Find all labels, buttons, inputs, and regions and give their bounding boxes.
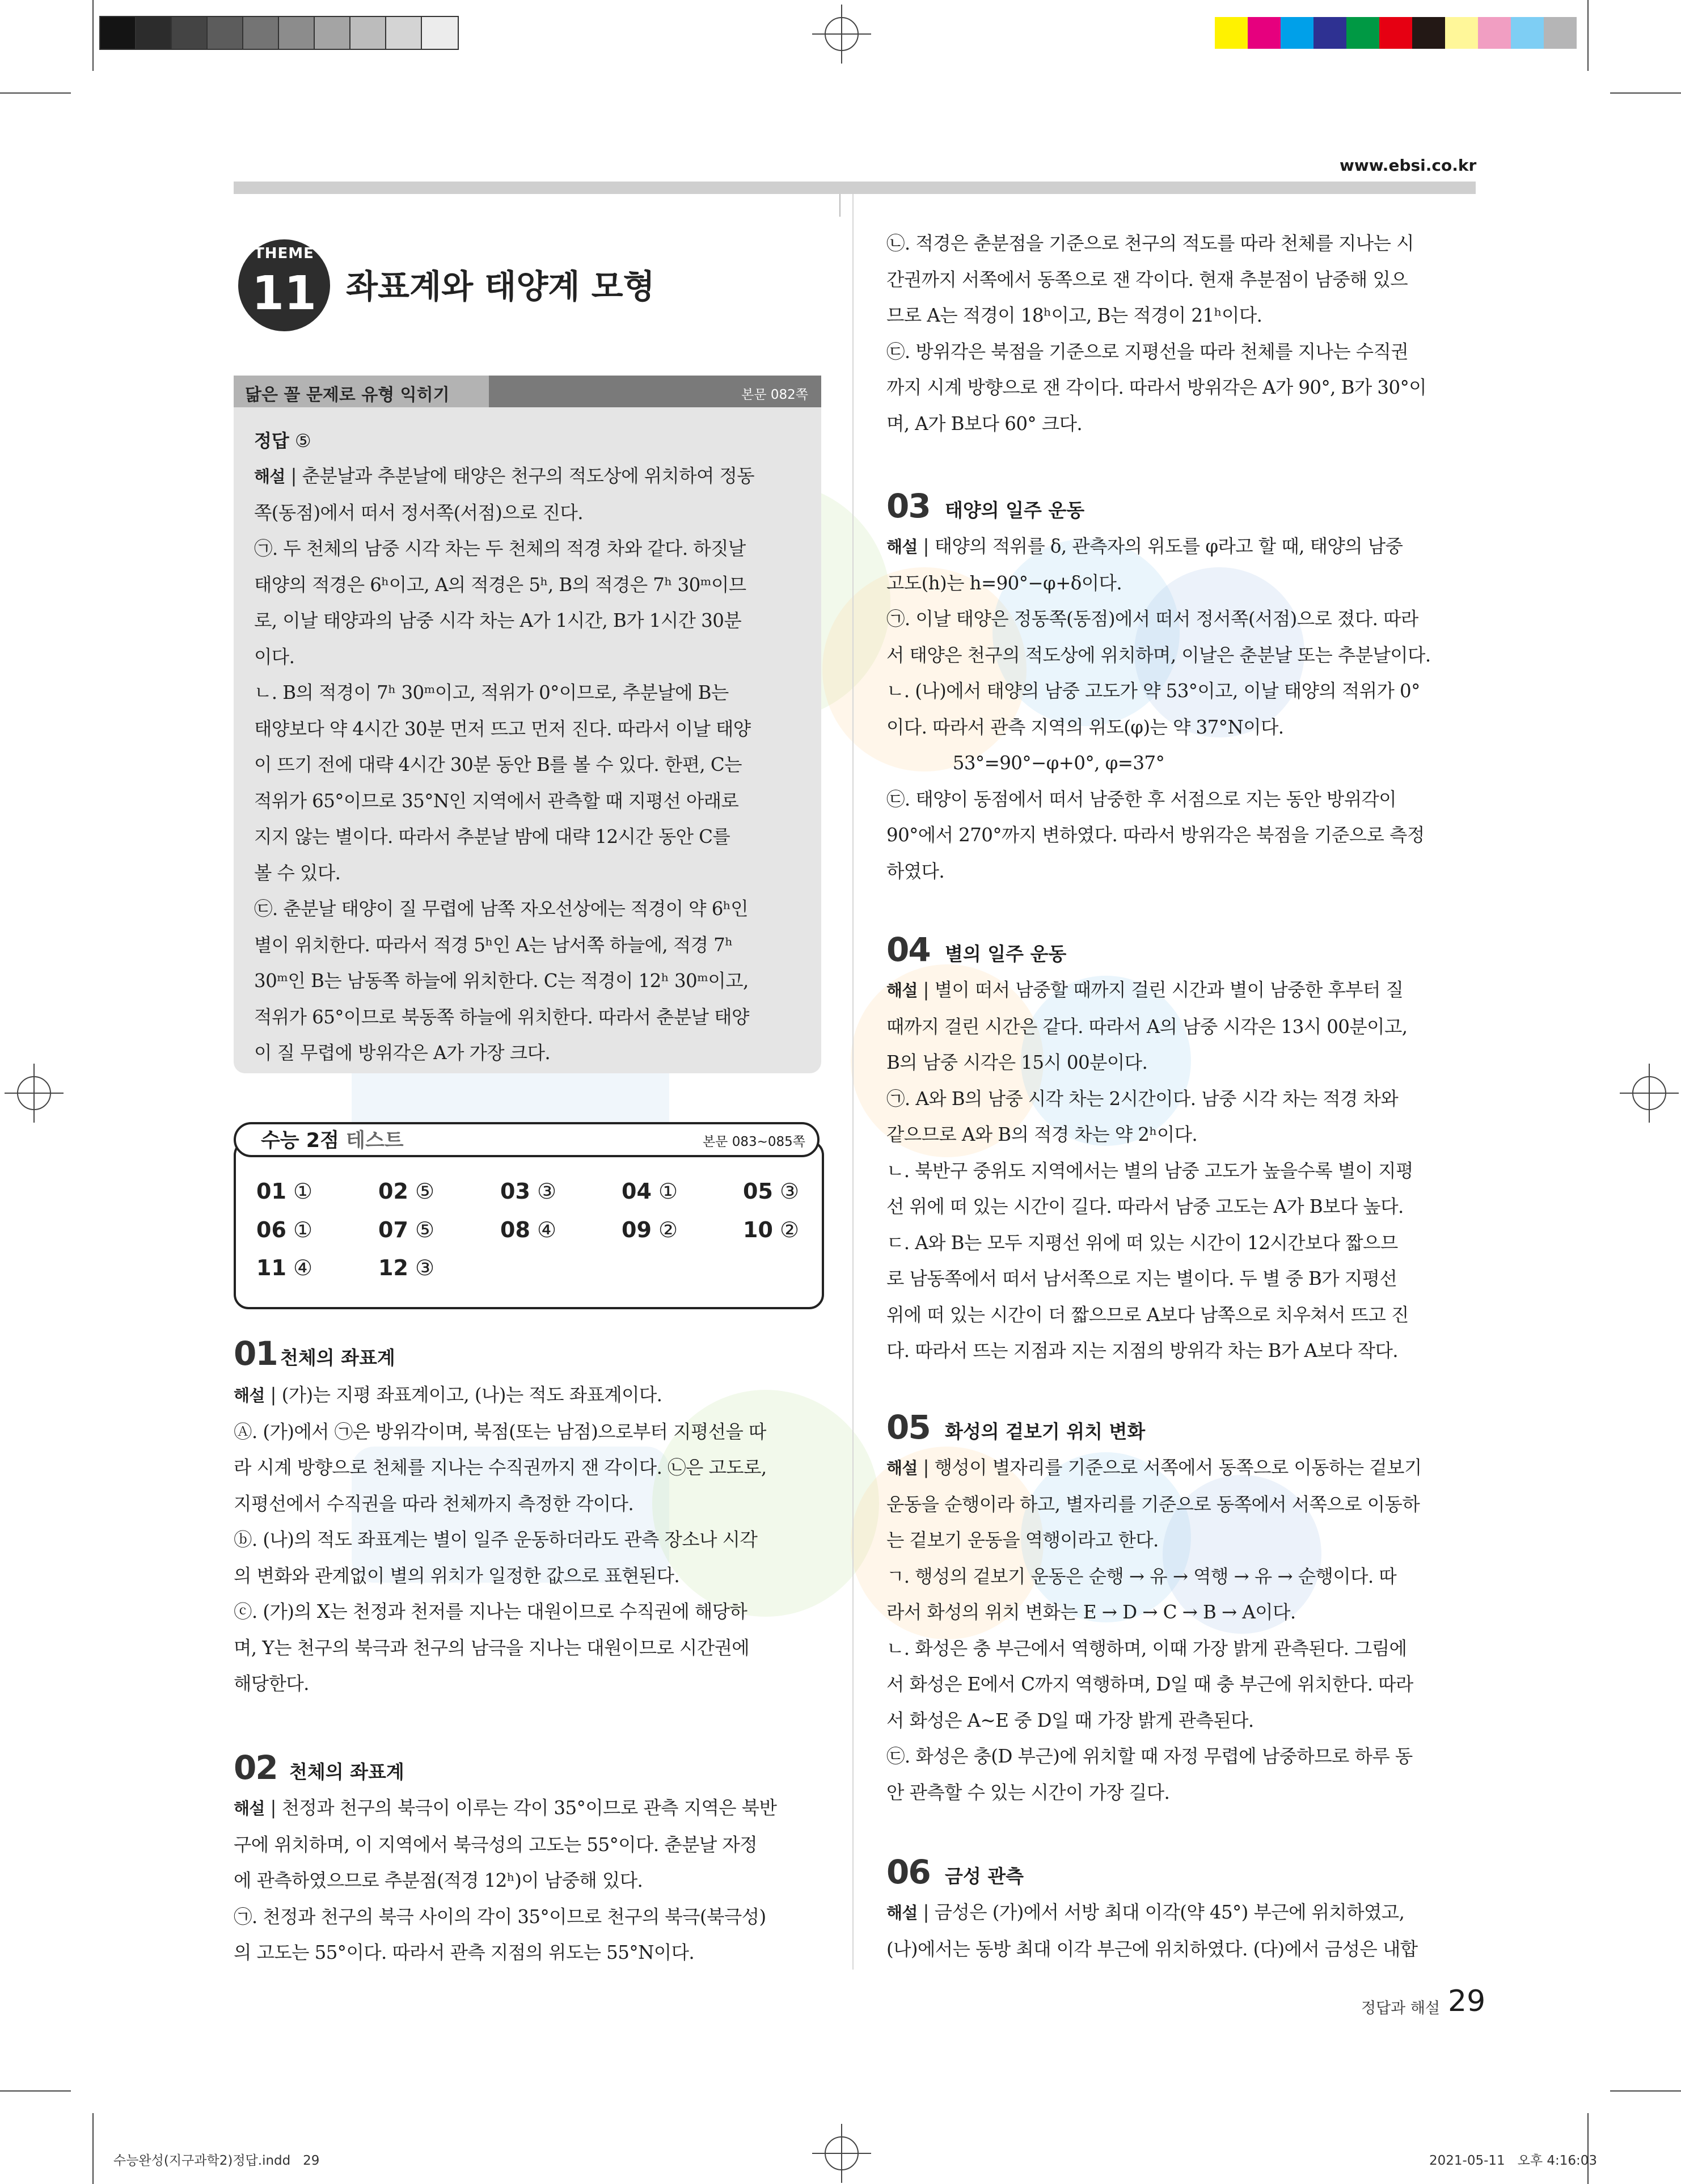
gray-swatch [422,17,458,49]
answer-item: 11 ④ [256,1255,313,1280]
registration-mark [825,17,859,51]
answer-value: ⑤ [295,430,311,452]
text-line: 는 겉보기 운동을 역행이라고 한다. [886,1529,1159,1551]
color-swatch [1281,17,1313,49]
text-line: 이 뜨기 전에 대략 4시간 30분 동안 B를 볼 수 있다. 한편, C는 [254,754,742,775]
section-number: 02 [234,1748,277,1787]
text-line: 30ᵐ인 B는 남동쪽 하늘에 위치한다. C는 적경이 12ʰ 30ᵐ이고, [254,970,749,992]
section-title: 별의 일주 운동 [945,943,1067,965]
gray-swatch [315,17,350,49]
header-divider [839,194,840,217]
text-line: 라 시계 방향으로 천체를 지나는 수직권까지 잰 각이다. ㉡은 고도로, [234,1457,767,1478]
text-line: ㉢. 화성은 충(D 부근)에 위치할 때 자정 무렵에 남중하므로 하루 동 [886,1745,1413,1767]
registration-mark [825,2136,859,2170]
text-line: ㄴ. B의 적경이 7ʰ 30ᵐ이고, 적위가 0°이므로, 추분날에 B는 [254,682,729,703]
color-swatch [1215,17,1248,49]
explanation-label: 해설 [254,467,285,486]
text-line: 지평선에서 수직권을 따라 천체까지 측정한 각이다. [234,1492,634,1515]
text-line: 고도(h)는 h=90°−φ+δ이다. [886,572,1122,594]
test-page-ref: 본문 083~085쪽 [702,1135,805,1149]
text-line: ⓑ. (나)의 적도 좌표계는 별이 일주 운동하더라도 관측 장소나 시각 [234,1529,758,1550]
section-05-text [886,1450,1422,1811]
text-line: ㄴ. 북반구 중위도 지역에서는 별의 남중 고도가 높을수록 별이 지평 [886,1160,1413,1182]
section-title: 화성의 겉보기 위치 변화 [945,1420,1146,1443]
text-line: 별이 위치한다. 따라서 적경 5ʰ인 A는 남서쪽 하늘에, 적경 7ʰ [254,934,733,956]
text-line: 태양보다 약 4시간 30분 먼저 뜨고 먼저 진다. 따라서 이날 태양 [254,718,751,740]
text-line: 해설 | (가)는 지평 좌표계이고, (나)는 적도 좌표계이다. [234,1384,662,1406]
answer-item: 05 ③ [743,1179,800,1204]
text-line: 위에 떠 있는 시간이 더 짧으므로 A보다 남쪽으로 치우쳐서 뜨고 진 [886,1304,1409,1326]
section-title: 태양의 일주 운동 [945,499,1085,521]
text-line: ㉠. 천정과 천구의 북극 사이의 각이 35°이므로 천구의 북극(북극성) [234,1905,766,1928]
answer-item: 12 ③ [378,1255,435,1280]
text-line: ㄱ. 행성의 겉보기 운동은 순행 → 유 → 역행 → 유 → 순행이다. 따 [886,1565,1397,1587]
explanation-label: 해설 [886,1458,918,1478]
color-swatch [1478,17,1511,49]
text-line: ㉢. 춘분날 태양이 질 무렵에 남쪽 자오선상에는 적경이 약 6ʰ인 [254,898,749,920]
text-line: 같으므로 A와 B의 적경 차는 약 2ʰ이다. [886,1124,1198,1145]
color-swatch [1511,17,1544,49]
crop-mark [1587,2113,1589,2184]
text-line: 90°에서 270°까지 변하였다. 따라서 방위각은 북점을 기준으로 측정 [886,824,1425,846]
answer-item: 04 ① [622,1179,678,1204]
text-line: ㉢. 태양이 동점에서 떠서 남중한 후 서점으로 지는 동안 방위각이 [886,788,1397,810]
section-number: 06 [886,1853,930,1891]
crop-mark [1587,0,1589,71]
similar-problem-explanation [254,458,754,1072]
answer-item: 08 ④ [500,1217,557,1242]
gray-swatch [208,17,243,49]
section-06-text [886,1895,1418,1967]
gray-swatch [279,17,315,49]
color-swatch [1445,17,1478,49]
section-01-text [234,1377,767,1702]
text-line: 의 변화와 관계없이 별의 위치가 일정한 값으로 표현된다. [234,1565,680,1587]
slug-timestamp: 2021-05-11 오후 4:16:03 [1429,2153,1598,2168]
color-swatch [1313,17,1346,49]
text-line: 로, 이날 태양과의 남중 시각 차는 A가 1시간, B가 1시간 30분 [254,610,742,631]
text-line: 쪽(동점)에서 떠서 정서쪽(서점)으로 진다. [254,501,583,524]
text-line: 해당한다. [234,1673,309,1694]
text-line: 구에 위치하며, 이 지역에서 북극성의 고도는 55°이다. 춘분날 자정 [234,1833,757,1856]
explanation-label: 해설 [886,1903,918,1922]
text-line: 적위가 65°이므로 북동쪽 하늘에 위치한다. 따라서 춘분날 태양 [254,1006,749,1028]
text-line: 해설 | 태양의 적위를 δ, 관측자의 위도를 φ라고 할 때, 태양의 남중 [886,536,1403,557]
gray-swatch [100,17,136,49]
text-line: 해설 | 행성이 별자리를 기준으로 서쪽에서 동쪽으로 이동하는 겉보기 [886,1457,1422,1478]
section-number: 01 [234,1334,277,1373]
section-02-continued-text [886,226,1426,442]
color-swatch [1412,17,1445,49]
text-line: ㉠. 두 천체의 남중 시각 차는 두 천체의 적경 차와 같다. 하짓날 [254,538,746,559]
text-line: ㉠. A와 B의 남중 시각 차는 2시간이다. 남중 시각 차는 적경 차와 [886,1087,1399,1110]
text-line: 라서 화성의 위치 변화는 E → D → C → B → A이다. [886,1601,1296,1623]
test-title-bold: 수능 2점 [261,1129,339,1152]
text-line: 이 질 무렵에 방위각은 A가 가장 크다. [254,1042,551,1064]
answer-item: 03 ③ [500,1179,557,1204]
text-line: 에 관측하였으므로 추분점(적경 12ʰ)이 남중해 있다. [234,1870,643,1891]
page-title: 좌표계와 태양계 모형 [346,267,655,306]
explanation-label: 해설 [886,537,918,556]
text-line: 지지 않는 별이다. 따라서 추분날 밤에 대략 12시간 동안 C를 [254,826,730,848]
text-line: 서 태양은 천구의 적도상에 위치하며, 이날은 춘분날 또는 추분날이다. [886,644,1431,666]
crop-mark [1610,92,1681,94]
similar-problem-page-ref: 본문 082쪽 [741,387,808,402]
crop-mark [0,2090,71,2092]
text-line: ㄷ. A와 B는 모두 지평선 위에 떠 있는 시간이 12시간보다 짧으므 [886,1232,1398,1254]
section-title: 천체의 좌표계 [289,1761,404,1783]
text-line: 로 남동쪽에서 떠서 남서쪽으로 지는 별이다. 두 별 중 B가 지평선 [886,1268,1397,1289]
text-line: 하였다. [886,860,945,882]
text-line: 이다. 따라서 관측 지역의 위도(φ)는 약 37°N이다. [886,716,1284,738]
text-line: 이다. [254,646,295,668]
header-bar [234,182,1476,194]
text-line: 다. 따라서 뜨는 지점과 지는 지점의 방위각 차는 B가 A보다 작다. [886,1340,1399,1361]
text-line: 때까지 걸린 시간은 같다. 따라서 A의 남중 시각은 13시 00분이고, [886,1015,1408,1038]
text-line: 간권까지 서쪽에서 동쪽으로 잰 각이다. 현재 추분점이 남중해 있으 [886,268,1408,290]
similar-problem-title: 닮은 꼴 문제로 유형 익히기 [245,385,450,405]
text-line: ㄴ. 화성은 충 부근에서 역행하며, 이때 가장 밝게 관측된다. 그림에 [886,1637,1407,1659]
color-swatch [1248,17,1281,49]
color-swatch [1346,17,1379,49]
answer-line [254,427,311,453]
text-line: 므로 A는 적경이 18ʰ이고, B는 적경이 21ʰ이다. [886,305,1262,326]
answer-item: 10 ② [743,1217,800,1242]
crop-mark [92,0,94,71]
registration-mark [17,1076,51,1110]
gray-swatch [136,17,172,49]
color-swatch [1379,17,1412,49]
text-line: 해설 | 춘분날과 추분날에 태양은 천구의 적도상에 위치하여 정동 [254,465,755,487]
answer-item: 02 ⑤ [378,1179,435,1204]
text-line: 볼 수 있다. [254,862,341,884]
explanation-label: 해설 [886,981,918,1000]
text-line: 의 고도는 55°이다. 따라서 관측 지점의 위도는 55°N이다. [234,1942,695,1963]
test-title-rest: 테스트 [346,1129,404,1152]
site-url[interactable]: www.ebsi.co.kr [1340,156,1477,175]
text-line: 해설 | 천정과 천구의 북극이 이루는 각이 35°이므로 관측 지역은 북반 [234,1797,777,1819]
registration-mark [1632,1076,1666,1110]
gray-swatch [243,17,279,49]
crop-mark [0,92,71,94]
text-line: 서 화성은 E에서 C까지 역행하며, D일 때 충 부근에 위치한다. 따라 [886,1673,1413,1695]
crop-mark [92,2113,94,2184]
text-line: Ⓐ. (가)에서 ㉠은 방위각이며, 북점(또는 남점)으로부터 지평선을 따 [234,1420,766,1443]
text-line: 서 화성은 A~E 중 D일 때 가장 밝게 관측된다. [886,1709,1254,1731]
section-02-text [234,1790,776,1971]
column-divider [852,194,854,1970]
text-line: 선 위에 떠 있는 시간이 길다. 따라서 남중 고도는 A가 B보다 높다. [886,1196,1404,1217]
theme-label: THEME [254,245,314,262]
answer-item: 06 ① [256,1217,313,1242]
answer-item: 01 ① [256,1179,313,1204]
text-line: 며, Y는 천구의 북극과 천구의 남극을 지나는 대원이므로 시간권에 [234,1637,750,1659]
section-number: 03 [886,487,930,525]
section-04-text [886,972,1413,1369]
text-line: ㉢. 방위각은 북점을 기준으로 지평선을 따라 천체를 지나는 수직권 [886,340,1409,362]
text-line: 안 관측할 수 있는 시간이 가장 길다. [886,1781,1170,1803]
text-line: 태양의 적경은 6ʰ이고, A의 적경은 5ʰ, B의 적경은 7ʰ 30ᵐ이므 [254,574,746,596]
answer-item: 09 ② [622,1217,678,1242]
text-line: 운동을 순행이라 하고, 별자리를 기준으로 동쪽에서 서쪽으로 이동하 [886,1493,1420,1515]
color-swatch [1544,17,1577,49]
text-line: 해설 | 금성은 (가)에서 서방 최대 이각(약 45°) 부근에 위치하였고, [886,1901,1405,1923]
text-line: 며, A가 B보다 60° 크다. [886,412,1083,435]
explanation-label: 해설 [234,1799,265,1818]
text-line: 까지 시계 방향으로 잰 각이다. 따라서 방위각은 A가 90°, B가 30°이 [886,377,1427,398]
text-line: 해설 | 별이 떠서 남중할 때까지 걸린 시간과 별이 남중한 후부터 질 [886,979,1404,1001]
section-03-text [886,529,1431,889]
text-line: 적위가 65°이므로 35°N인 지역에서 관측할 때 지평선 아래로 [254,790,739,812]
section-title: 천체의 좌표계 [280,1347,395,1369]
test-title [261,1125,404,1153]
section-number: 04 [886,930,930,969]
slug-filename: 수능완성(지구과학2)정답.indd 29 [113,2153,320,2168]
gray-swatch [172,17,208,49]
text-line: ㄴ. (나)에서 태양의 남중 고도가 약 53°이고, 이날 태양의 적위가 0° [886,680,1420,702]
section-title: 금성 관측 [945,1865,1024,1887]
gray-swatch [386,17,422,49]
text-line: ㉡. 적경은 춘분점을 기준으로 천구의 적도를 따라 천체를 지나는 시 [886,233,1414,254]
text-line: ㉠. 이날 태양은 정동쪽(동점)에서 떠서 정서쪽(서점)으로 졌다. 따라 [886,608,1418,630]
explanation-label: 해설 [234,1386,265,1405]
text-line: ⓒ. (가)의 X는 천정과 천저를 지나는 대원이므로 수직권에 해당하 [234,1601,747,1622]
answer-item: 07 ⑤ [378,1217,435,1242]
crop-mark [1610,2090,1681,2092]
gray-swatch [350,17,386,49]
text-line: B의 남중 시각은 15시 00분이다. [886,1052,1148,1073]
answer-label: 정답 [254,430,289,452]
section-number: 05 [886,1408,930,1447]
theme-number: 11 [251,267,317,321]
text-line: 53°=90°−φ+0°, φ=37° [886,752,1165,774]
text-line: (나)에서는 동방 최대 이각 부근에 위치하였다. (다)에서 금성은 내합 [886,1938,1418,1960]
footer-section-label: 정답과 해설 [1361,2000,1440,2017]
page-number: 29 [1448,1984,1486,2018]
